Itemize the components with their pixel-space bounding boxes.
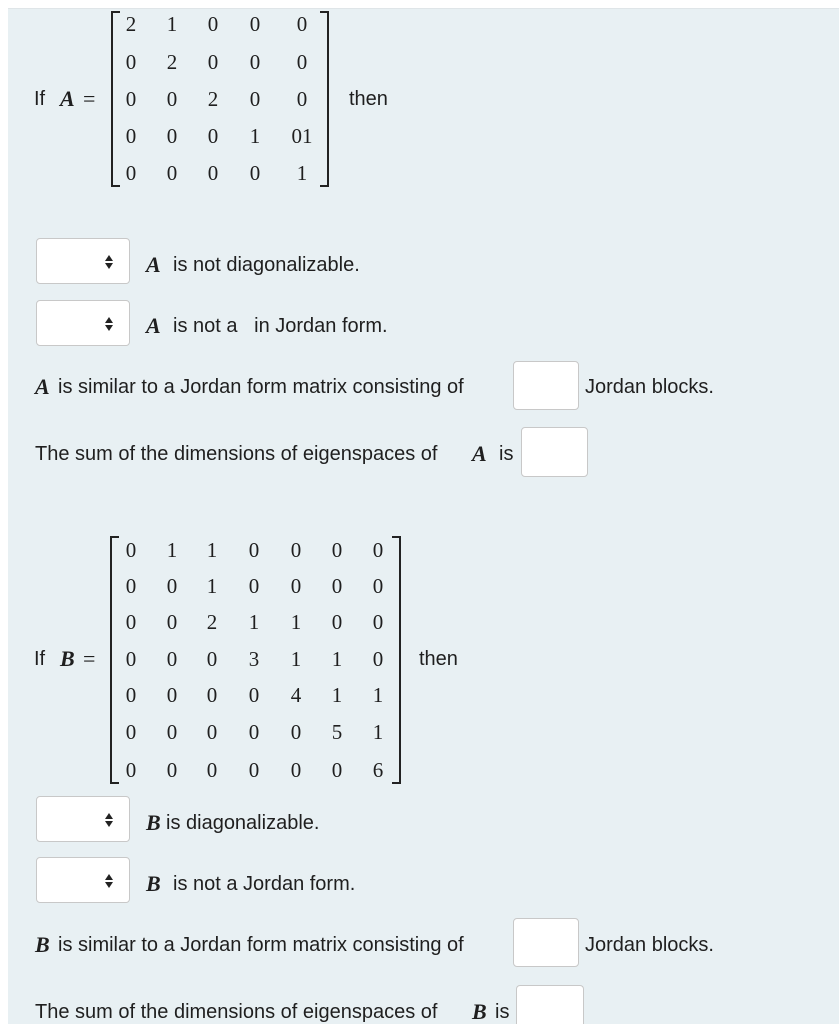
matrix-cell: 0 — [248, 720, 260, 744]
matrix-cell: 0 — [248, 574, 260, 598]
b-q4-text: The sum of the dimensions of eigenspaces of — [35, 1001, 438, 1023]
matrix-cell: 1 — [331, 683, 343, 707]
matrix-cell: 6 — [372, 758, 384, 782]
matrix-cell: 0 — [125, 538, 137, 562]
matrix-cell: 2 — [125, 12, 137, 36]
matrix-cell: 0 — [248, 538, 260, 562]
matrix-cell: 0 — [125, 720, 137, 744]
matrix-cell: 1 — [166, 12, 178, 36]
matrix-cell: 0 — [125, 683, 137, 707]
matrix-cell: 2 — [166, 50, 178, 74]
matrix-cell: 0 — [166, 758, 178, 782]
matrix-cell: 1 — [248, 610, 260, 634]
matrix-cell: 1 — [206, 574, 218, 598]
matrix-cell: 0 — [206, 720, 218, 744]
matrix-cell: 0 — [331, 574, 343, 598]
matrix-cell: 1 — [296, 161, 308, 185]
matrix-cell: 0 — [206, 758, 218, 782]
matrix-cell: 0 — [296, 50, 308, 74]
matrix-cell: 0 — [248, 683, 260, 707]
matrix-cell: 0 — [249, 87, 261, 111]
matrix-cell: 0 — [206, 647, 218, 671]
matrix-cell: 0 — [207, 161, 219, 185]
b-diagonalizable-select[interactable] — [36, 796, 130, 842]
matrix-cell: 0 — [125, 50, 137, 74]
b-q2-var: B — [146, 871, 161, 896]
matrix-cell: 0 — [331, 538, 343, 562]
matrix-cell: 1 — [331, 647, 343, 671]
matrix-cell: 0 — [331, 610, 343, 634]
matrix-cell: 1 — [249, 124, 261, 148]
b-q1-text: is diagonalizable. — [166, 812, 320, 834]
matrix-cell: 0 — [290, 538, 302, 562]
matrix-cell: 0 — [125, 758, 137, 782]
matrix-cell: 3 — [248, 647, 260, 671]
matrix-cell: 1 — [290, 647, 302, 671]
matrix-cell: 0 — [166, 124, 178, 148]
matrix-cell: 0 — [125, 574, 137, 598]
matrix-b-then: then — [419, 648, 458, 670]
matrix-cell: 0 — [296, 87, 308, 111]
b-q1-var: B — [146, 810, 161, 835]
a-q2-text: is not a in Jordan form. — [173, 315, 388, 337]
b-q3-text: is similar to a Jordan form matrix consisting of — [58, 934, 464, 956]
matrix-cell: 0 — [125, 647, 137, 671]
matrix-cell: 1 — [206, 538, 218, 562]
a-eigenspace-sum-input[interactable] — [521, 427, 588, 477]
a-q1-text: is not diagonalizable. — [173, 254, 360, 276]
b-eigenspace-sum-input[interactable] — [516, 985, 584, 1024]
matrix-cell: 0 — [290, 720, 302, 744]
select-arrows-icon — [102, 870, 116, 892]
matrix-cell: 1 — [166, 538, 178, 562]
matrix-b-name: B — [60, 646, 75, 671]
matrix-cell: 0 — [206, 683, 218, 707]
b-jordan-blocks-input[interactable] — [513, 918, 579, 967]
b-q4-after: is — [495, 1001, 510, 1023]
matrix-cell: 5 — [331, 720, 343, 744]
matrix-cell: 0 — [166, 610, 178, 634]
matrix-cell: 0 — [296, 12, 308, 36]
select-arrows-icon — [102, 809, 116, 831]
matrix-cell: 0 — [248, 758, 260, 782]
a-q3-var: A — [35, 374, 50, 399]
a-jordan-blocks-input[interactable] — [513, 361, 579, 410]
matrix-a-then: then — [349, 88, 388, 110]
matrix-b-equals: = — [83, 646, 96, 671]
matrix-cell: 0 — [372, 574, 384, 598]
matrix-cell: 0 — [207, 12, 219, 36]
matrix-cell: 0 — [125, 161, 137, 185]
b-q3-after: Jordan blocks. — [585, 934, 714, 956]
matrix-a-equals: = — [83, 86, 96, 111]
a-q1-var: A — [146, 252, 161, 277]
b-q2-text: is not a Jordan form. — [173, 873, 356, 895]
matrix-cell: 0 — [207, 124, 219, 148]
matrix-cell: 0 — [166, 87, 178, 111]
matrix-cell: 0 — [207, 50, 219, 74]
a-q4-after: is — [499, 443, 514, 465]
matrix-cell: 2 — [207, 87, 219, 111]
matrix-cell: 1 — [372, 683, 384, 707]
matrix-a-prefix: If — [34, 88, 46, 110]
a-q4-text: The sum of the dimensions of eigenspaces of — [35, 443, 438, 465]
matrix-cell: 0 — [166, 574, 178, 598]
b-jordan-form-select[interactable] — [36, 857, 130, 903]
matrix-cell: 1 — [290, 610, 302, 634]
matrix-cell: 0 — [372, 647, 384, 671]
matrix-cell: 1 — [372, 720, 384, 744]
matrix-cell: 0 — [125, 610, 137, 634]
matrix-cell: 0 — [166, 720, 178, 744]
matrix-cell: 01 — [291, 124, 313, 148]
matrix-cell: 0 — [290, 574, 302, 598]
matrix-cell: 0 — [331, 758, 343, 782]
matrix-cell: 0 — [166, 683, 178, 707]
matrix-cell: 0 — [249, 161, 261, 185]
b-q3-var: B — [35, 932, 50, 957]
matrix-cell: 0 — [249, 50, 261, 74]
matrix-cell: 0 — [372, 610, 384, 634]
matrix-cell: 2 — [206, 610, 218, 634]
a-q3-text: is similar to a Jordan form matrix consisting of — [58, 376, 464, 398]
b-q4-var: B — [472, 999, 487, 1024]
matrix-cell: 0 — [290, 758, 302, 782]
a-q3-after: Jordan blocks. — [585, 376, 714, 398]
select-arrows-icon — [102, 251, 116, 273]
matrix-cell: 0 — [166, 161, 178, 185]
a-diagonalizable-select[interactable] — [36, 238, 130, 284]
a-jordan-form-select[interactable] — [36, 300, 130, 346]
matrix-a-name: A — [60, 86, 75, 111]
matrix-cell: 0 — [166, 647, 178, 671]
matrix-cell: 0 — [249, 12, 261, 36]
matrix-cell: 0 — [372, 538, 384, 562]
matrix-cell: 0 — [125, 87, 137, 111]
matrix-cell: 4 — [290, 683, 302, 707]
a-q2-var: A — [146, 313, 161, 338]
matrix-cell: 0 — [125, 124, 137, 148]
a-q4-var: A — [472, 441, 487, 466]
matrix-b-prefix: If — [34, 648, 46, 670]
select-arrows-icon — [102, 313, 116, 335]
